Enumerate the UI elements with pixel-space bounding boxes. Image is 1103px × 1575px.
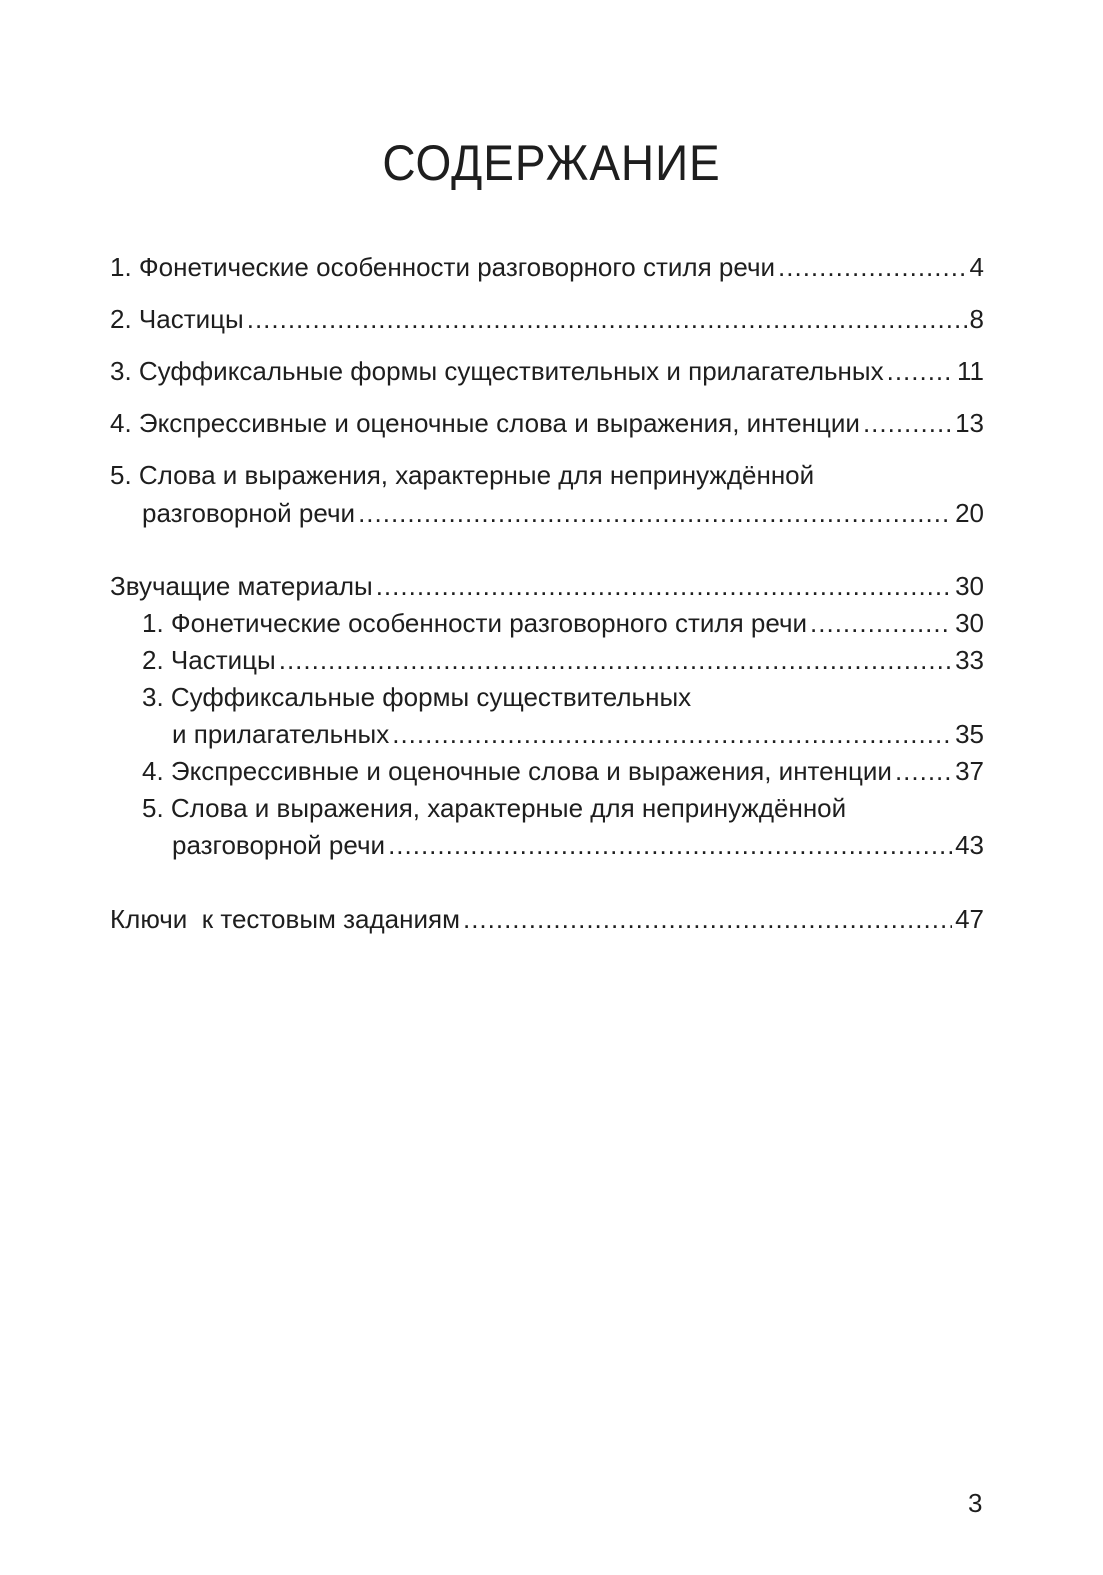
dot-leader — [863, 410, 952, 436]
toc-entry[interactable] — [110, 300, 984, 332]
toc-entry[interactable] — [110, 352, 984, 384]
toc-entry-page: 4 — [969, 252, 984, 282]
toc-entry-label: 5. Слова и выражения, характерные для непринуждённой — [142, 793, 847, 823]
toc-entry-label: 4. Экспрессивные и оценочные слова и выражения, интенции — [142, 756, 892, 786]
toc-subentry[interactable] — [110, 752, 984, 784]
toc-entry-label: 1. Фонетические особенности разговорного стиля речи — [142, 608, 808, 638]
dot-leader — [358, 500, 952, 526]
toc-subentry-line1[interactable] — [110, 678, 984, 710]
toc-entry-page: 33 — [955, 645, 984, 675]
toc-entry-page: 11 — [957, 356, 984, 386]
toc-entry-page: 35 — [955, 719, 984, 749]
toc-subentry-line2[interactable] — [110, 826, 984, 858]
toc-entry-page: 30 — [955, 608, 984, 638]
toc-entry-page: 30 — [955, 571, 984, 601]
page-number: 3 — [968, 1488, 983, 1518]
toc-entry-label: 3. Суффиксальные формы существительных — [142, 682, 692, 712]
toc-entry-keys[interactable] — [110, 900, 984, 932]
toc-entry-label: 2. Частицы — [110, 304, 244, 334]
dot-leader — [392, 721, 952, 747]
toc-entry-label: Ключи к тестовым заданиям — [110, 904, 460, 934]
dot-leader — [279, 647, 952, 673]
toc-subentry[interactable] — [110, 604, 984, 636]
toc-entry-line1[interactable] — [110, 456, 984, 488]
toc-entry-label: 5. Слова и выражения, характерные для непринуждённой — [110, 460, 815, 490]
toc-entry-label: 3. Суффиксальные формы существительных и прилагательных — [110, 356, 884, 386]
toc-entry[interactable] — [110, 404, 984, 436]
toc-entry[interactable] — [110, 248, 984, 280]
toc-entry-label: 4. Экспрессивные и оценочные слова и выражения, интенции — [110, 408, 860, 438]
toc-subentry[interactable] — [110, 641, 984, 673]
toc-section-audio[interactable] — [110, 567, 984, 599]
toc-entry-label: 2. Частицы — [142, 645, 276, 675]
toc-entry-label: 1. Фонетические особенности разговорного стиля речи — [110, 252, 776, 282]
toc-entry-page: 47 — [955, 904, 984, 934]
toc-entry-line2[interactable] — [110, 494, 984, 526]
dot-leader — [463, 906, 952, 932]
toc-entry-label: разговорной речи — [172, 830, 386, 860]
toc-entry-page: 20 — [955, 498, 984, 528]
dot-leader — [895, 758, 952, 784]
dot-leader — [810, 610, 952, 636]
dot-leader — [247, 306, 967, 332]
toc-subentry-line1[interactable] — [110, 789, 984, 821]
toc-entry-page: 37 — [955, 756, 984, 786]
toc-entry-page: 43 — [955, 830, 984, 860]
dot-leader — [376, 573, 952, 599]
toc-entry-label: Звучащие материалы — [110, 571, 373, 601]
page-title: СОДЕРЖАНИЕ — [382, 134, 721, 191]
toc-entry-label: и прилагательных — [172, 719, 390, 749]
dot-leader — [778, 254, 967, 280]
dot-leader — [887, 358, 954, 384]
toc-subentry-line2[interactable] — [110, 715, 984, 747]
toc-entry-page: 8 — [969, 304, 984, 334]
toc-entry-page: 13 — [955, 408, 984, 438]
toc-entry-label: разговорной речи — [142, 498, 356, 528]
dot-leader — [388, 832, 952, 858]
